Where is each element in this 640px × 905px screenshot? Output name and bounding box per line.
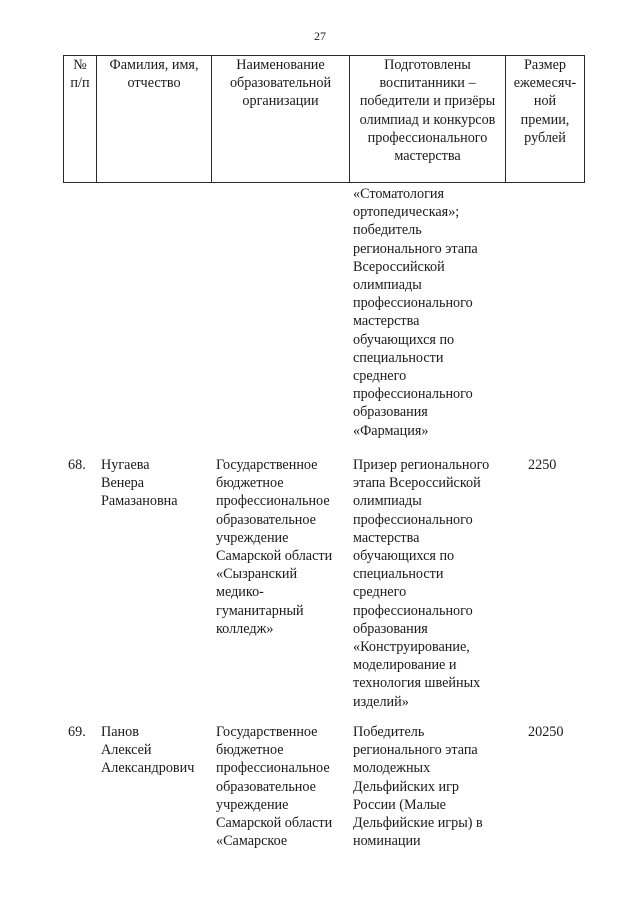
page-number: 27 bbox=[314, 29, 326, 43]
text-line: колледж» bbox=[216, 620, 274, 637]
text-line: медико- bbox=[216, 584, 264, 601]
header-line: отчество bbox=[127, 75, 181, 92]
text-line: олимпиады bbox=[353, 277, 422, 294]
text-line: образования bbox=[353, 404, 428, 421]
header-line: № bbox=[73, 57, 87, 73]
text-line: обучающихся по bbox=[353, 331, 455, 348]
text-line: гуманитарный bbox=[216, 602, 304, 619]
header-line: мастерства bbox=[394, 148, 461, 165]
text-line: Алексей bbox=[101, 742, 152, 759]
header-line: п/п bbox=[70, 75, 90, 92]
text-line: Александрович bbox=[101, 760, 195, 777]
text-line: «Стоматология bbox=[353, 186, 445, 202]
text-line: Победитель bbox=[353, 724, 425, 740]
text-line: Самарской области bbox=[216, 548, 333, 565]
text-line: образовательное bbox=[216, 778, 316, 795]
header-line: Размер bbox=[524, 57, 566, 73]
text-line: победитель bbox=[353, 222, 422, 239]
text-line: Дельфийские игры) в bbox=[353, 815, 483, 832]
text-line: Призер регионального bbox=[353, 457, 490, 473]
text-line: Рамазановна bbox=[101, 493, 178, 510]
text-line: специальности bbox=[353, 349, 444, 366]
header-line: Фамилия, имя, bbox=[109, 57, 199, 73]
text-line: Венера bbox=[101, 475, 145, 492]
text-line: учреждение bbox=[216, 529, 289, 546]
text-line: номинации bbox=[353, 833, 421, 850]
header-line: ежемесяч- bbox=[513, 75, 577, 92]
header-premium bbox=[506, 56, 585, 183]
text-line: учреждение bbox=[216, 796, 289, 813]
continuation-description bbox=[353, 185, 478, 440]
text-line: регионального этапа bbox=[353, 742, 478, 759]
text-line: Самарской области bbox=[216, 815, 333, 832]
header-num bbox=[64, 56, 97, 183]
text-line: среднего bbox=[353, 368, 407, 385]
text-line: регионального этапа bbox=[353, 240, 478, 257]
header-line: воспитанники – bbox=[379, 75, 476, 92]
row-premium: 2250 bbox=[528, 457, 557, 473]
text-line: обучающихся по bbox=[353, 548, 455, 565]
text-line: образовательное bbox=[216, 511, 316, 528]
row-number: 69. bbox=[68, 724, 86, 740]
header-line: ной bbox=[533, 93, 557, 110]
text-line: профессионального bbox=[353, 602, 473, 619]
row-name bbox=[101, 456, 178, 511]
text-line: образования bbox=[353, 620, 428, 637]
header-line: организации bbox=[242, 93, 319, 110]
text-line: молодежных bbox=[353, 760, 431, 777]
text-line: профессиональное bbox=[216, 760, 330, 777]
header-desc bbox=[350, 56, 506, 183]
row-description bbox=[353, 456, 489, 711]
header-line: премии, bbox=[520, 111, 570, 128]
text-line: изделий» bbox=[353, 693, 409, 710]
header-line: рублей bbox=[524, 129, 566, 146]
text-line: Государственное bbox=[216, 724, 318, 740]
header-line: олимпиад и конкурсов bbox=[359, 111, 496, 128]
text-line: мастерства bbox=[353, 313, 420, 330]
text-line: бюджетное bbox=[216, 475, 284, 492]
header-line: профессионального bbox=[367, 129, 488, 146]
text-line: Нугаева bbox=[101, 457, 150, 473]
text-line: олимпиады bbox=[353, 493, 422, 510]
text-line: среднего bbox=[353, 584, 407, 601]
text-line: этапа Всероссийской bbox=[353, 475, 481, 492]
text-line: Всероссийской bbox=[353, 258, 445, 275]
text-line: профессионального bbox=[353, 295, 473, 312]
header-line: победители и призёры bbox=[359, 93, 496, 110]
text-line: Государственное bbox=[216, 457, 318, 473]
text-line: «Сызранский bbox=[216, 566, 298, 583]
text-line: профессиональное bbox=[216, 493, 330, 510]
row-description bbox=[353, 723, 483, 850]
text-line: «Самарское bbox=[216, 833, 288, 850]
row-name bbox=[101, 723, 194, 778]
table-header bbox=[63, 55, 585, 183]
text-line: Дельфийских игр bbox=[353, 778, 460, 795]
text-line: моделирование и bbox=[353, 657, 457, 674]
text-line: профессионального bbox=[353, 386, 473, 403]
header-name bbox=[97, 56, 212, 183]
row-organization bbox=[216, 723, 332, 850]
header-line: образовательной bbox=[229, 75, 332, 92]
text-line: технология швейных bbox=[353, 675, 481, 692]
row-number: 68. bbox=[68, 457, 86, 473]
text-line: России (Малые bbox=[353, 796, 446, 813]
header-line: Наименование bbox=[236, 57, 325, 73]
text-line: специальности bbox=[353, 566, 444, 583]
text-line: ортопедическая»; bbox=[353, 204, 460, 221]
text-line: «Конструирование, bbox=[353, 639, 470, 656]
text-line: бюджетное bbox=[216, 742, 284, 759]
header-line: Подготовлены bbox=[384, 57, 471, 73]
text-line: профессионального bbox=[353, 511, 473, 528]
row-premium: 20250 bbox=[528, 724, 564, 740]
row-organization bbox=[216, 456, 332, 638]
header-org bbox=[212, 56, 350, 183]
text-line: Панов bbox=[101, 724, 139, 740]
text-line: мастерства bbox=[353, 529, 420, 546]
text-line: «Фармация» bbox=[353, 422, 429, 439]
